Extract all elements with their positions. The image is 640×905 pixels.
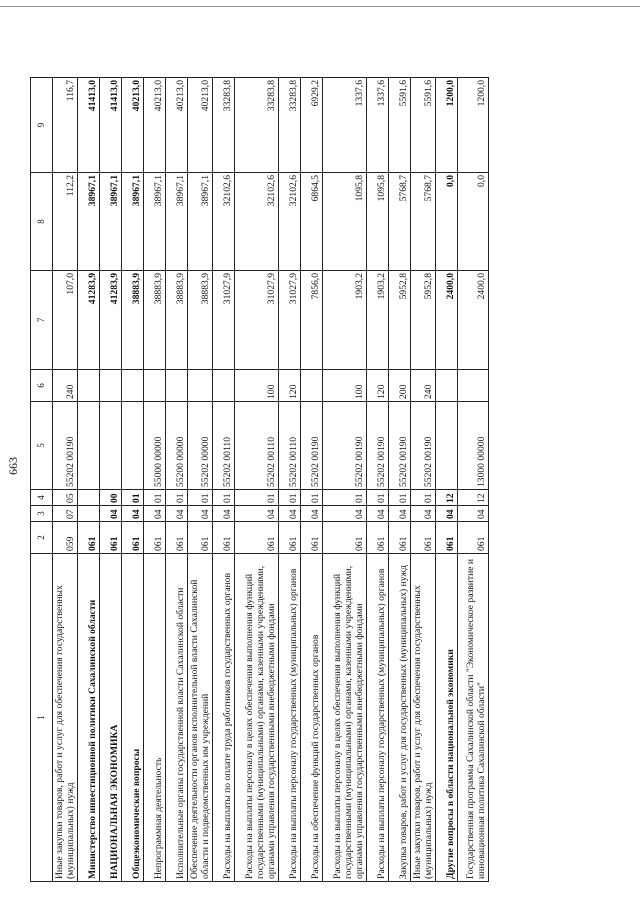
- admin-code-cell: 061: [100, 522, 122, 554]
- amount-col7-cell: 38883,9: [166, 271, 188, 370]
- admin-code-cell: 061: [389, 522, 411, 554]
- header-row: [31, 78, 53, 882]
- section-code-cell: 04: [213, 506, 235, 522]
- amount-col7-cell: 31027,9: [235, 271, 279, 370]
- header-cell: 4: [31, 490, 53, 506]
- section-code-cell: 04: [367, 506, 389, 522]
- admin-code-cell: 061: [436, 522, 458, 554]
- amount-col9-cell: 40213,0: [122, 78, 144, 173]
- budget-table: [30, 77, 489, 882]
- admin-code-cell: 061: [323, 522, 367, 554]
- table-row: [78, 78, 100, 882]
- amount-col8-cell: 6864,5: [301, 173, 323, 271]
- subsection-code-cell: 01: [389, 490, 411, 506]
- table-row: [279, 78, 301, 882]
- subsection-code-cell: 01: [144, 490, 166, 506]
- amount-col9-cell: 1337,6: [367, 78, 389, 173]
- amount-col7-cell: 31027,9: [213, 271, 235, 370]
- section-code-cell: 04: [436, 506, 458, 522]
- header-cell: 9: [31, 78, 53, 173]
- amount-col8-cell: 1095,8: [323, 173, 367, 271]
- table-row: [122, 78, 144, 882]
- table-row: [53, 78, 78, 882]
- subsection-code-cell: 01: [323, 490, 367, 506]
- target-article-cell: 55200 00000: [166, 402, 188, 490]
- section-code-cell: 04: [458, 506, 489, 522]
- amount-col7-cell: 2400,0: [436, 271, 458, 370]
- header-cell: 3: [31, 506, 53, 522]
- subsection-code-cell: [78, 490, 100, 506]
- amount-col8-cell: 38967,1: [122, 173, 144, 271]
- section-code-cell: 04: [100, 506, 122, 522]
- section-code-cell: 04: [301, 506, 323, 522]
- row-name-cell: Государственная программа Сахалинской области "Экономическое развитие и инновационная политика Сахалинской области": [458, 554, 489, 882]
- expense-type-cell: 240: [411, 370, 436, 402]
- amount-col8-cell: 112,2: [53, 173, 78, 271]
- table-row: [188, 78, 213, 882]
- expense-type-cell: 120: [279, 370, 301, 402]
- row-name-cell: НАЦИОНАЛЬНАЯ ЭКОНОМИКА: [100, 554, 122, 882]
- amount-col7-cell: 38883,9: [144, 271, 166, 370]
- target-article-cell: [78, 402, 100, 490]
- amount-col7-cell: 38883,9: [122, 271, 144, 370]
- amount-col7-cell: 1903,2: [367, 271, 389, 370]
- amount-col8-cell: 5768,7: [411, 173, 436, 271]
- row-name-cell: Расходы на выплаты по оплате труда работников государственных органов: [213, 554, 235, 882]
- row-name-cell: Общеэкономические вопросы: [122, 554, 144, 882]
- admin-code-cell: 061: [78, 522, 100, 554]
- admin-code-cell: 061: [301, 522, 323, 554]
- target-article-cell: 55202 00110: [235, 402, 279, 490]
- row-name-cell: Иные закупки товаров, работ и услуг для обеспечения государственных (муниципальных) нужд: [53, 554, 78, 882]
- admin-code-cell: 061: [122, 522, 144, 554]
- amount-col7-cell: 107,0: [53, 271, 78, 370]
- row-name-cell: Расходы на выплаты персоналу в целях обеспечения выполнения функций государственными (муниципальными) органами, казенными учреждениями, органами управления государственными внебюджетными фондами: [323, 554, 367, 882]
- table-row: [411, 78, 436, 882]
- table-row: [235, 78, 279, 882]
- table-row: [166, 78, 188, 882]
- subsection-code-cell: 01: [301, 490, 323, 506]
- amount-col8-cell: 5768,7: [389, 173, 411, 271]
- header-cell: 7: [31, 271, 53, 370]
- amount-col8-cell: 38967,1: [100, 173, 122, 271]
- amount-col9-cell: 40213,0: [188, 78, 213, 173]
- target-article-cell: [100, 402, 122, 490]
- subsection-code-cell: 00: [100, 490, 122, 506]
- admin-code-cell: 061: [235, 522, 279, 554]
- row-name-cell: Иные закупки товаров, работ и услуг для обеспечения государственных (муниципальных) нужд: [411, 554, 436, 882]
- page-number: 663: [6, 457, 20, 475]
- subsection-code-cell: 01: [166, 490, 188, 506]
- subsection-code-cell: 12: [458, 490, 489, 506]
- header-cell: 8: [31, 173, 53, 271]
- admin-code-cell: 061: [279, 522, 301, 554]
- admin-code-cell: 059: [53, 522, 78, 554]
- section-code-cell: 04: [411, 506, 436, 522]
- expense-type-cell: 240: [53, 370, 78, 402]
- row-name-cell: Закупка товаров, работ и услуг для государственных (муниципальных) нужд: [389, 554, 411, 882]
- expense-type-cell: [144, 370, 166, 402]
- expense-type-cell: [436, 370, 458, 402]
- section-code-cell: 04: [389, 506, 411, 522]
- amount-col8-cell: 0,0: [436, 173, 458, 271]
- amount-col8-cell: 32102,6: [213, 173, 235, 271]
- subsection-code-cell: 05: [53, 490, 78, 506]
- table-row: [323, 78, 367, 882]
- admin-code-cell: 061: [367, 522, 389, 554]
- row-name-cell: Расходы на выплаты персоналу в целях обеспечения выполнения функций государственными (муниципальными) органами, казенными учреждениями, органами управления государственными внебюджетными фондами: [235, 554, 279, 882]
- row-name-cell: Министерство инвестиционной политики Сахалинской области: [78, 554, 100, 882]
- expense-type-cell: [301, 370, 323, 402]
- admin-code-cell: 061: [458, 522, 489, 554]
- subsection-code-cell: 12: [436, 490, 458, 506]
- expense-type-cell: [78, 370, 100, 402]
- section-code-cell: 04: [122, 506, 144, 522]
- section-code-cell: 04: [188, 506, 213, 522]
- row-name-cell: Непрограммная деятельность: [144, 554, 166, 882]
- amount-col7-cell: 5952,8: [411, 271, 436, 370]
- target-article-cell: 55202 00190: [323, 402, 367, 490]
- row-name-cell: Расходы на выплаты персоналу государственных (муниципальных) органов: [367, 554, 389, 882]
- target-article-cell: 55202 00190: [301, 402, 323, 490]
- target-article-cell: 55000 00000: [144, 402, 166, 490]
- amount-col7-cell: 1903,2: [323, 271, 367, 370]
- subsection-code-cell: 01: [122, 490, 144, 506]
- amount-col7-cell: 41283,9: [78, 271, 100, 370]
- expense-type-cell: 200: [389, 370, 411, 402]
- section-code-cell: 04: [144, 506, 166, 522]
- section-code-cell: 04: [166, 506, 188, 522]
- amount-col8-cell: 32102,6: [279, 173, 301, 271]
- amount-col8-cell: 38967,1: [144, 173, 166, 271]
- amount-col7-cell: 38883,9: [188, 271, 213, 370]
- table-row: [389, 78, 411, 882]
- subsection-code-cell: 01: [367, 490, 389, 506]
- table-row: [144, 78, 166, 882]
- expense-type-cell: 120: [367, 370, 389, 402]
- amount-col9-cell: 116,7: [53, 78, 78, 173]
- expense-type-cell: [100, 370, 122, 402]
- amount-col9-cell: 33283,8: [279, 78, 301, 173]
- amount-col7-cell: 41283,9: [100, 271, 122, 370]
- section-code-cell: 04: [323, 506, 367, 522]
- amount-col9-cell: 1337,6: [323, 78, 367, 173]
- subsection-code-cell: 01: [279, 490, 301, 506]
- amount-col9-cell: 40213,0: [166, 78, 188, 173]
- section-code-cell: 04: [235, 506, 279, 522]
- amount-col9-cell: 41413,0: [100, 78, 122, 173]
- amount-col8-cell: 32102,6: [235, 173, 279, 271]
- target-article-cell: [122, 402, 144, 490]
- amount-col7-cell: 5952,8: [389, 271, 411, 370]
- target-article-cell: 55202 00000: [188, 402, 213, 490]
- expense-type-cell: [213, 370, 235, 402]
- expense-type-cell: 100: [235, 370, 279, 402]
- expense-type-cell: [166, 370, 188, 402]
- amount-col9-cell: 6929,2: [301, 78, 323, 173]
- target-article-cell: 55202 00190: [411, 402, 436, 490]
- amount-col9-cell: 1200,0: [458, 78, 489, 173]
- admin-code-cell: 061: [213, 522, 235, 554]
- expense-type-cell: 100: [323, 370, 367, 402]
- row-name-cell: Исполнительные органы государственной власти Сахалинской области: [166, 554, 188, 882]
- admin-code-cell: 061: [411, 522, 436, 554]
- amount-col9-cell: 5591,6: [389, 78, 411, 173]
- table-row: [100, 78, 122, 882]
- amount-col9-cell: 1200,0: [436, 78, 458, 173]
- amount-col8-cell: 0,0: [458, 173, 489, 271]
- section-code-cell: 04: [279, 506, 301, 522]
- target-article-cell: 13000 00000: [458, 402, 489, 490]
- subsection-code-cell: 01: [411, 490, 436, 506]
- row-name-cell: Обеспечение деятельности органов исполнительной власти Сахалинской области и подведомственных им учреждений: [188, 554, 213, 882]
- row-name-cell: Расходы на выплаты персоналу государственных (муниципальных) органов: [279, 554, 301, 882]
- admin-code-cell: 061: [166, 522, 188, 554]
- amount-col8-cell: 38967,1: [188, 173, 213, 271]
- table-row: [458, 78, 489, 882]
- subsection-code-cell: 01: [235, 490, 279, 506]
- subsection-code-cell: 01: [213, 490, 235, 506]
- table-row: [367, 78, 389, 882]
- header-cell: 2: [31, 522, 53, 554]
- target-article-cell: 55202 00190: [367, 402, 389, 490]
- amount-col9-cell: 33283,8: [213, 78, 235, 173]
- amount-col9-cell: 33283,8: [235, 78, 279, 173]
- amount-col9-cell: 40213,0: [144, 78, 166, 173]
- expense-type-cell: [122, 370, 144, 402]
- amount-col7-cell: 7856,0: [301, 271, 323, 370]
- header-cell: 1: [31, 554, 53, 882]
- target-article-cell: 55202 00110: [213, 402, 235, 490]
- table-row: [301, 78, 323, 882]
- amount-col8-cell: 38967,1: [78, 173, 100, 271]
- admin-code-cell: 061: [188, 522, 213, 554]
- admin-code-cell: 061: [144, 522, 166, 554]
- row-name-cell: Другие вопросы в области национальной экономики: [436, 554, 458, 882]
- amount-col9-cell: 41413,0: [78, 78, 100, 173]
- section-code-cell: [78, 506, 100, 522]
- row-name-cell: Расходы на обеспечение функций государственных органов: [301, 554, 323, 882]
- amount-col7-cell: 2400,0: [458, 271, 489, 370]
- table-row: [436, 78, 458, 882]
- header-cell: 6: [31, 370, 53, 402]
- expense-type-cell: [458, 370, 489, 402]
- expense-type-cell: [188, 370, 213, 402]
- amount-col8-cell: 1095,8: [367, 173, 389, 271]
- amount-col7-cell: 31027,9: [279, 271, 301, 370]
- header-cell: 5: [31, 402, 53, 490]
- target-article-cell: 55202 00190: [389, 402, 411, 490]
- target-article-cell: [436, 402, 458, 490]
- subsection-code-cell: 01: [188, 490, 213, 506]
- amount-col9-cell: 5591,6: [411, 78, 436, 173]
- target-article-cell: 55202 00190: [53, 402, 78, 490]
- table-row: [213, 78, 235, 882]
- section-code-cell: 07: [53, 506, 78, 522]
- target-article-cell: 55202 00110: [279, 402, 301, 490]
- amount-col8-cell: 38967,1: [166, 173, 188, 271]
